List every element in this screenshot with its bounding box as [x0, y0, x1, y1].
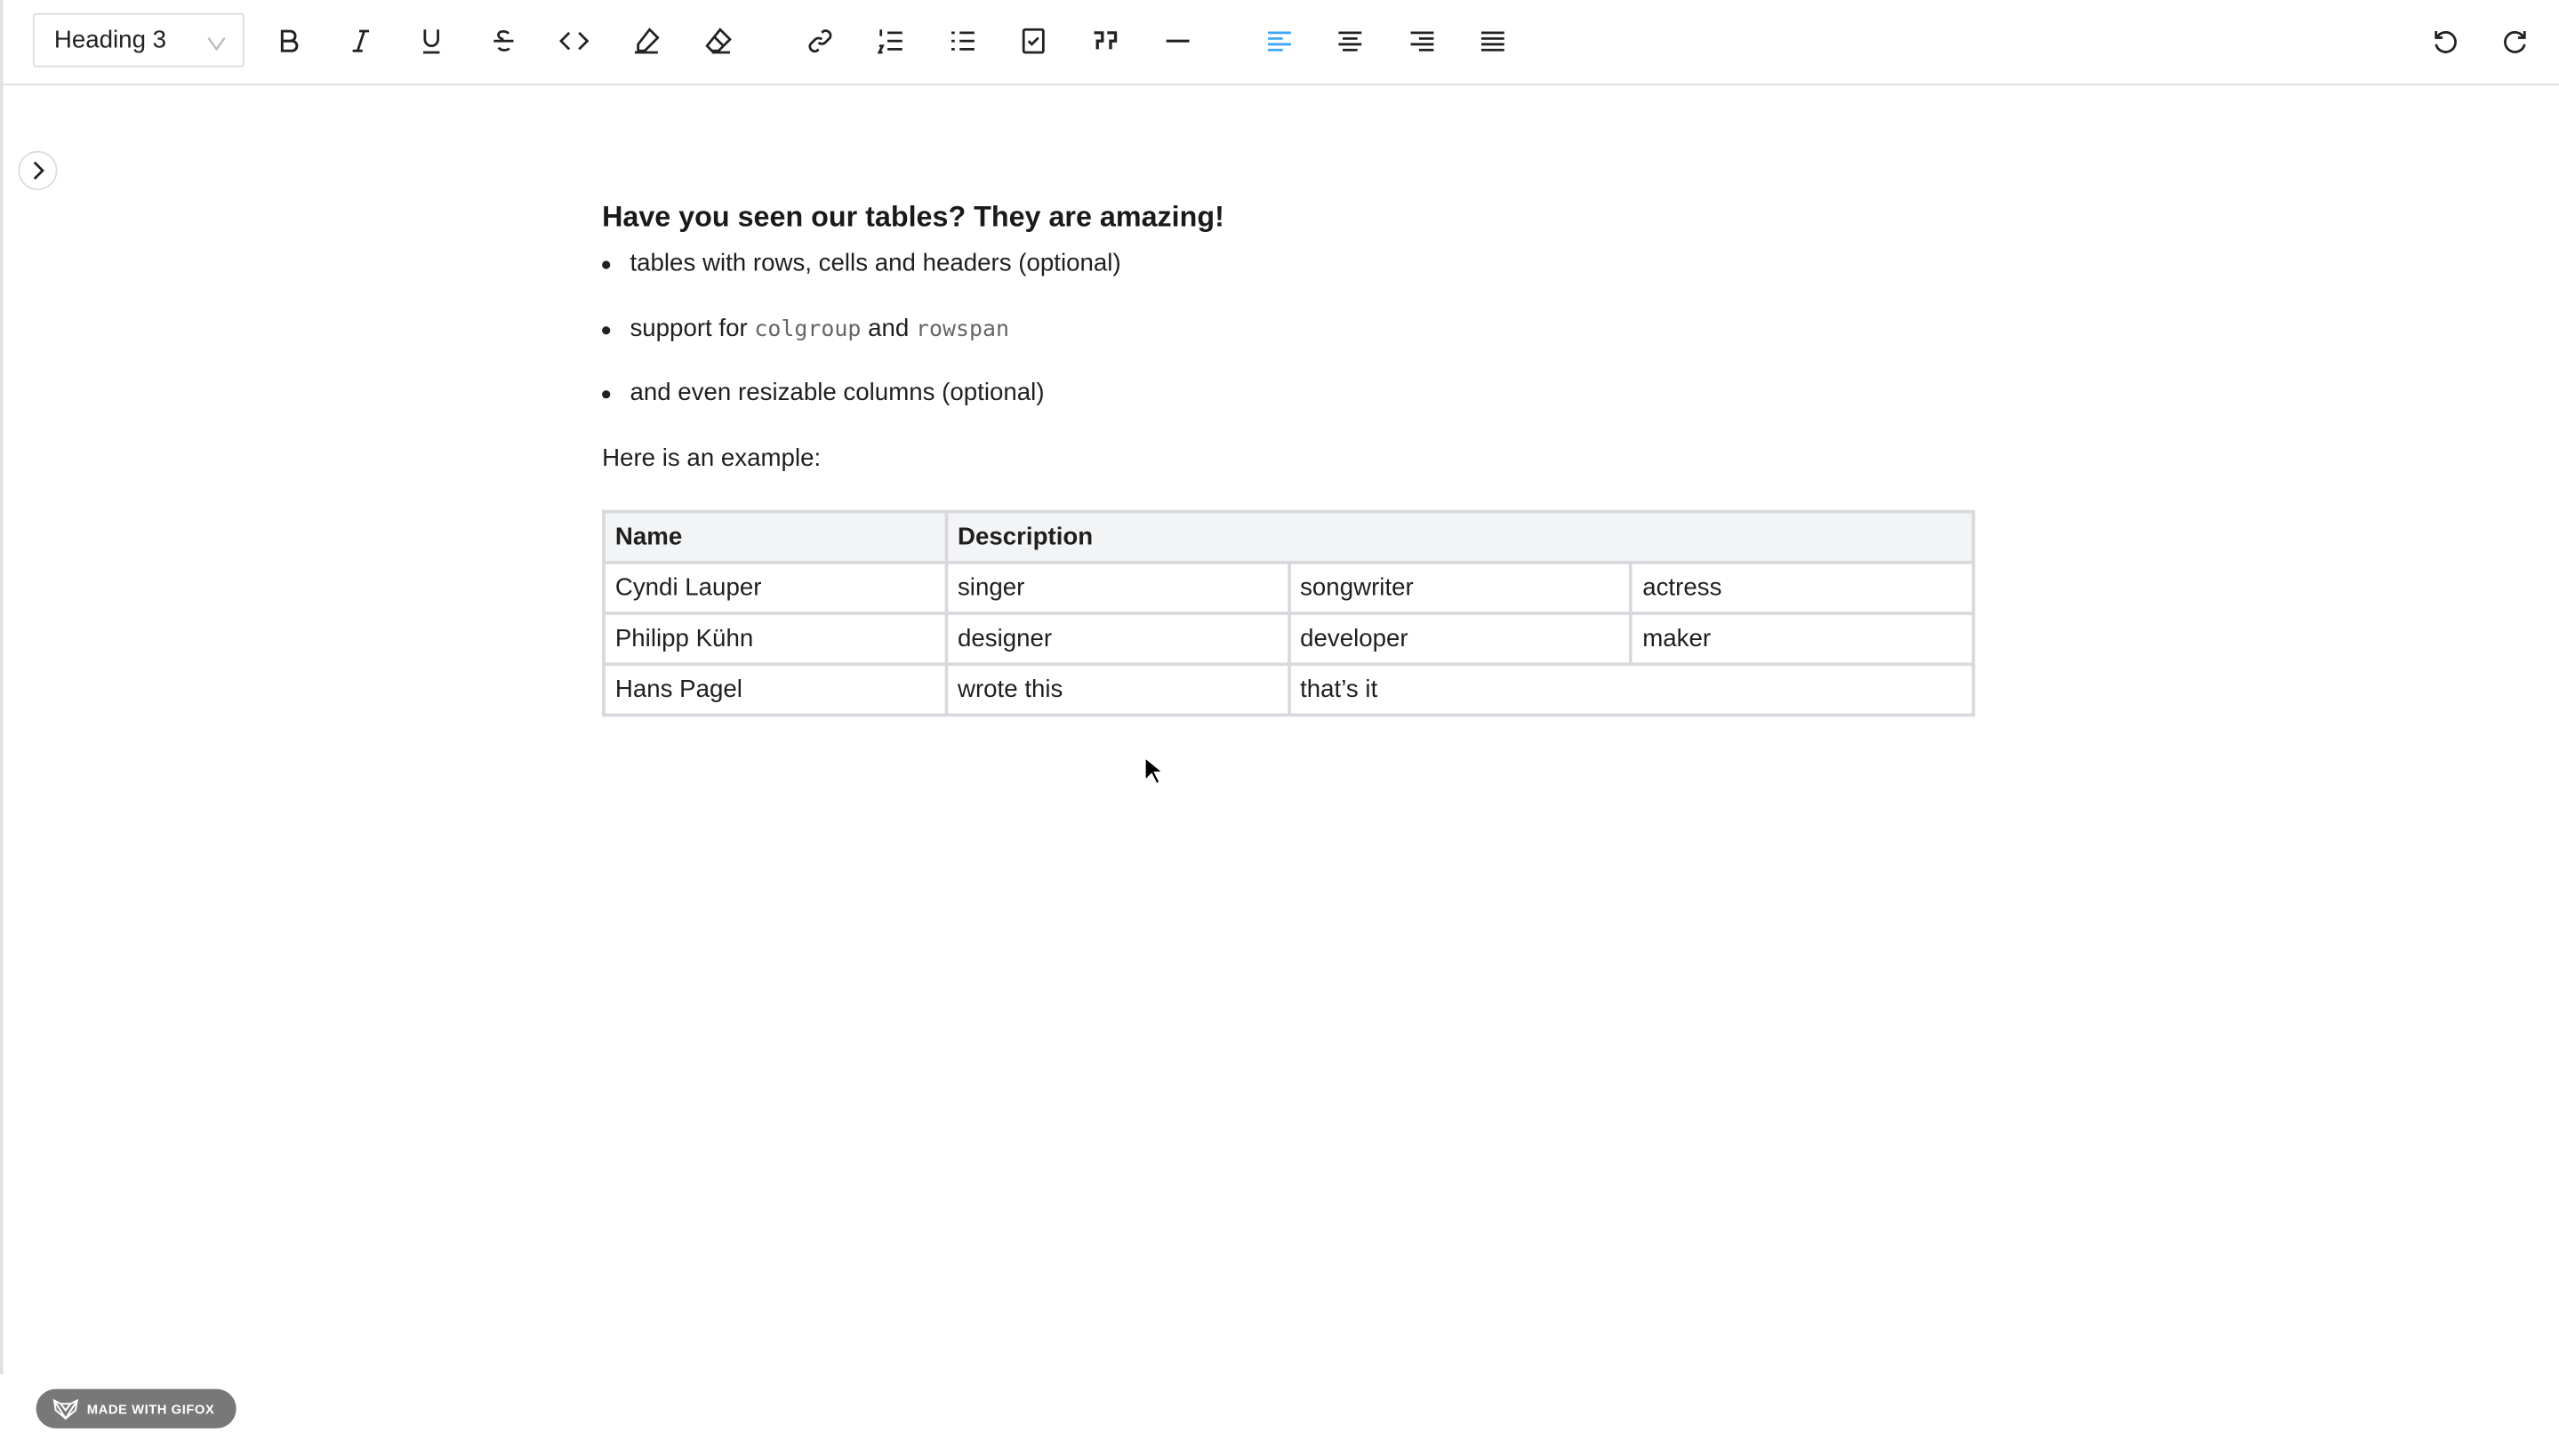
badge-label: MADE WITH GIFOX — [86, 1401, 215, 1417]
document-heading: Have you seen our tables? They are amazing! — [602, 200, 1224, 233]
list-item — [602, 239, 1980, 304]
highlight-button[interactable] — [625, 20, 668, 62]
blockquote-icon — [1091, 27, 1120, 56]
bold-button[interactable] — [268, 20, 310, 62]
left-border — [0, 0, 4, 1374]
table-cell[interactable]: that’s it — [1288, 664, 1973, 715]
chevron-down-icon — [206, 33, 226, 52]
undo-icon — [2429, 27, 2459, 56]
table-header-row — [604, 512, 1973, 563]
ordered-list-button[interactable] — [870, 20, 912, 62]
align-center-button[interactable] — [1328, 20, 1371, 62]
table-cell[interactable]: Philipp Kühn — [604, 613, 946, 664]
table-cell[interactable]: wrote this — [946, 664, 1288, 715]
table-cell[interactable]: maker — [1631, 613, 1973, 664]
table-cell[interactable]: designer — [946, 613, 1288, 664]
list-item-text: and even resizable columns (optional) — [630, 379, 1045, 407]
list-item — [602, 304, 1980, 369]
undo-button[interactable] — [2423, 20, 2466, 62]
sidebar-toggle-button[interactable] — [18, 151, 57, 190]
chevron-right-icon — [29, 161, 45, 180]
align-left-icon — [1264, 27, 1294, 56]
editor-content[interactable] — [602, 194, 1980, 484]
table-header-cell[interactable]: Name — [604, 512, 946, 563]
ordered-list-icon — [876, 27, 905, 56]
table-row — [604, 563, 1973, 613]
example-table[interactable] — [602, 510, 1975, 716]
task-list-button[interactable] — [1012, 20, 1055, 62]
bold-icon — [274, 27, 303, 56]
table-cell[interactable]: developer — [1288, 613, 1631, 664]
horizontal-rule-icon — [1163, 27, 1192, 56]
table-header-cell[interactable]: Description — [946, 512, 1973, 563]
align-right-button[interactable] — [1401, 20, 1444, 62]
underline-icon — [417, 27, 446, 56]
paragraph: Here is an example: — [602, 444, 822, 472]
fox-logo-icon — [52, 1398, 79, 1420]
link-button[interactable] — [798, 20, 841, 62]
redo-icon — [2501, 27, 2531, 56]
table-row — [604, 664, 1973, 715]
list-item-text: and — [861, 314, 916, 342]
table-cell[interactable]: songwriter — [1288, 563, 1631, 613]
underline-button[interactable] — [410, 20, 453, 62]
code-button[interactable] — [553, 20, 596, 62]
align-right-icon — [1408, 27, 1437, 56]
strikethrough-button[interactable] — [482, 20, 525, 62]
italic-icon — [346, 27, 375, 56]
link-icon — [806, 27, 835, 56]
italic-button[interactable] — [340, 20, 382, 62]
list-item-text: tables with rows, cells and headers (optional) — [630, 249, 1121, 277]
bullet-list-icon — [948, 27, 977, 56]
inline-code: rowspan — [915, 316, 1009, 342]
table-cell[interactable]: actress — [1631, 563, 1973, 613]
list-item — [602, 369, 1980, 434]
list-item-text: support for — [630, 314, 755, 342]
inline-code: colgroup — [754, 316, 862, 342]
highlight-icon — [631, 27, 661, 56]
table-row — [604, 613, 1973, 664]
task-list-icon — [1019, 27, 1048, 56]
bullet-list-button[interactable] — [942, 20, 984, 62]
gifox-badge — [36, 1389, 237, 1428]
heading-level-select[interactable] — [33, 13, 245, 68]
strikethrough-icon — [489, 27, 518, 56]
horizontal-rule-button[interactable] — [1157, 20, 1199, 62]
align-justify-icon — [1478, 27, 1507, 56]
align-justify-button[interactable] — [1472, 20, 1514, 62]
table-cell[interactable]: Hans Pagel — [604, 664, 946, 715]
feature-list — [602, 239, 1980, 434]
clear-formatting-button[interactable] — [697, 20, 740, 62]
heading-level-value: Heading 3 — [53, 26, 167, 54]
table-cell[interactable]: Cyndi Lauper — [604, 563, 946, 613]
align-left-button[interactable] — [1258, 20, 1301, 62]
blockquote-button[interactable] — [1084, 20, 1127, 62]
code-icon — [559, 27, 589, 56]
table-cell[interactable]: singer — [946, 563, 1288, 613]
redo-button[interactable] — [2495, 20, 2538, 62]
clear-formatting-icon — [703, 27, 733, 56]
mouse-cursor-icon — [1143, 756, 1163, 785]
align-center-icon — [1336, 27, 1365, 56]
toolbar — [0, 0, 2559, 85]
